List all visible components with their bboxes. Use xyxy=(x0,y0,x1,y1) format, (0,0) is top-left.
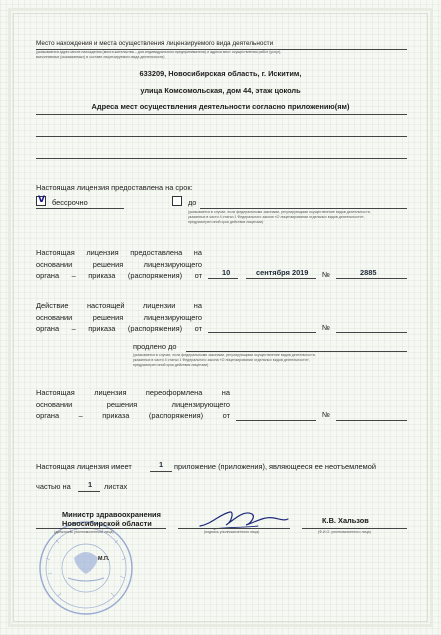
position-caption: (должность уполномоченного лица) xyxy=(54,530,114,534)
until-underline xyxy=(200,208,407,209)
appendix-sheets: 1 xyxy=(88,480,93,489)
extended-number-label: № xyxy=(322,323,330,332)
position-line xyxy=(36,528,166,529)
until-label: до xyxy=(188,198,197,207)
appendix-sheets-label: листах xyxy=(104,482,128,491)
reissued-text-line-3: органа – приказа (распоряжения) от xyxy=(36,411,230,420)
signature-caption: (подпись уполномоченного лица) xyxy=(204,530,260,534)
extended-date-line xyxy=(208,332,316,333)
extended-note-2: указанных в части 4 статьи 1 Федерального закона «О лицензировании отдельных видов деятельности», xyxy=(133,358,310,362)
appendix-count: 1 xyxy=(159,460,164,469)
granted-number-label: № xyxy=(322,270,330,279)
granted-day-line xyxy=(208,278,238,279)
stamp-mark: М.П. xyxy=(98,556,110,562)
granted-text-line-1: Настоящая лицензия предоставлена на xyxy=(36,248,202,257)
until-note-1: (указывается в случае, если федеральными законами, регулирующими осуществление видов деятельности, xyxy=(188,210,371,214)
granted-day: 10 xyxy=(222,268,231,277)
extended-text xyxy=(36,300,202,335)
appendix-part-prefix: частью на xyxy=(36,482,71,491)
granted-text-line-2: основании решения лицензирующего xyxy=(36,259,202,269)
appendix-count-line xyxy=(150,471,172,472)
address-blank-line-2 xyxy=(36,158,407,159)
extended-until-line xyxy=(186,351,407,352)
until-note-3: предусмотрен иной срок действия лицензии) xyxy=(188,220,264,224)
reissued-number-line xyxy=(336,420,407,421)
reissued-text xyxy=(36,387,230,422)
address-line-2: улица Комсомольская, дом 44, этаж цоколь xyxy=(140,86,301,95)
extended-text-line-2: основании решения лицензирующего xyxy=(36,312,202,322)
extended-note-3: предусмотрен иной срок действия лицензии) xyxy=(133,363,209,367)
address-end-line xyxy=(36,114,407,115)
indefinite-label: бессрочно xyxy=(52,198,88,207)
signer-position-line-1: Министр здравоохранения xyxy=(62,510,161,519)
indefinite-underline xyxy=(36,208,124,209)
appendix-prefix: Настоящая лицензия имеет xyxy=(36,462,132,471)
reissued-number-label: № xyxy=(322,410,330,419)
location-note-2: выполняемых (оказываемых) в составе лицензируемого вида деятельности) xyxy=(36,55,165,59)
extended-number-line xyxy=(336,332,407,333)
extended-text-line-3: органа – приказа (распоряжения) от xyxy=(36,324,202,333)
until-checkbox[interactable] xyxy=(172,196,182,206)
indefinite-checkbox[interactable] xyxy=(36,196,46,206)
granted-text xyxy=(36,247,202,282)
extended-text-line-1: Действие настоящей лицензии на xyxy=(36,301,202,310)
until-note-2: указанных в части 4 статьи 1 Федерального закона «О лицензировании отдельных видов деятельности», xyxy=(188,215,365,219)
signature-line xyxy=(178,528,290,529)
granted-month-year: сентября 2019 xyxy=(256,268,309,277)
appendix-sheets-line xyxy=(78,491,100,492)
address-blank-line-1 xyxy=(36,136,407,137)
name-caption: (Ф.И.О. уполномоченного лица) xyxy=(318,530,371,534)
term-label: Настоящая лицензия предоставлена на срок: xyxy=(36,183,193,192)
granted-number: 2885 xyxy=(360,268,377,277)
reissued-text-line-1: Настоящая лицензия переоформлена на xyxy=(36,388,230,397)
name-line xyxy=(302,528,407,529)
location-note-1: (указываются адрес места нахождения (места жительства – для индивидуального предпринимателя) и адреса мест осуществления работ (услуг), xyxy=(36,50,282,54)
checkmark-icon: V xyxy=(38,195,45,205)
address-line-3: Адреса мест осуществления деятельности согласно приложению(ям) xyxy=(91,102,350,111)
reissued-date-line xyxy=(236,420,316,421)
appendix-suffix: приложение (приложения), являющееся ее неотъемлемой xyxy=(174,462,376,471)
reissued-text-line-2: основании решения лицензирующего xyxy=(36,399,230,409)
extended-note-1: (указывается в случае, если федеральными законами, регулирующими осуществление видов деятельности, xyxy=(133,353,316,357)
granted-number-line xyxy=(336,278,407,279)
extended-until-label: продлено до xyxy=(133,342,177,351)
granted-month-line xyxy=(246,278,316,279)
address-line-1: 633209, Новосибирская область, г. Искитим, xyxy=(139,69,302,78)
signer-name: К.В. Хальзов xyxy=(322,516,369,525)
signer-position-line-2: Новосибирской области xyxy=(62,519,152,528)
location-title: Место нахождения и места осуществления лицензируемого вида деятельности xyxy=(36,40,274,47)
granted-text-line-3: органа – приказа (распоряжения) от xyxy=(36,271,202,280)
